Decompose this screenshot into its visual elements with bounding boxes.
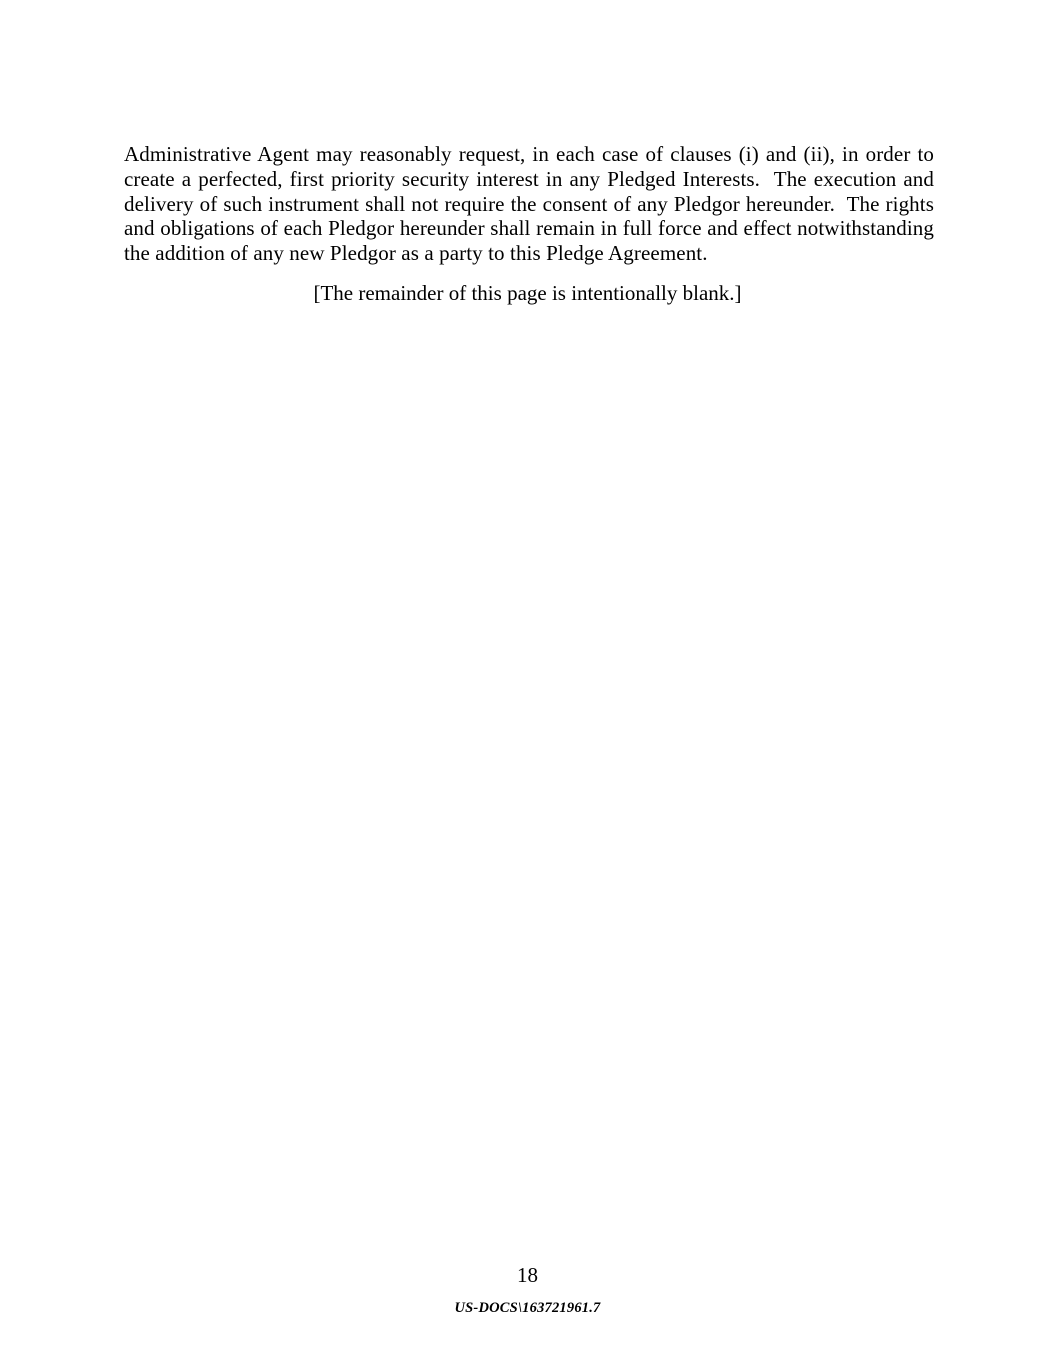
doc-id-footer: US-DOCS\163721961.7 (454, 1299, 601, 1316)
intentionally-blank-notice: [The remainder of this page is intentionally blank.] (313, 281, 742, 305)
page-number: 18 (517, 1263, 538, 1287)
body-paragraph: Administrative Agent may reasonably request, in each case of clauses (i) and (ii), in order to create a perfected, first priority security interest in any Pledged Interests. The execution and delivery of such instrument shall not require the consent of any Pledgor hereunder. The rights and obligations of each Pledgor hereunder shall remain in full force and effect notwithstanding the addition of any new Pledgor as a party to this Pledge Agreement. (124, 142, 940, 266)
